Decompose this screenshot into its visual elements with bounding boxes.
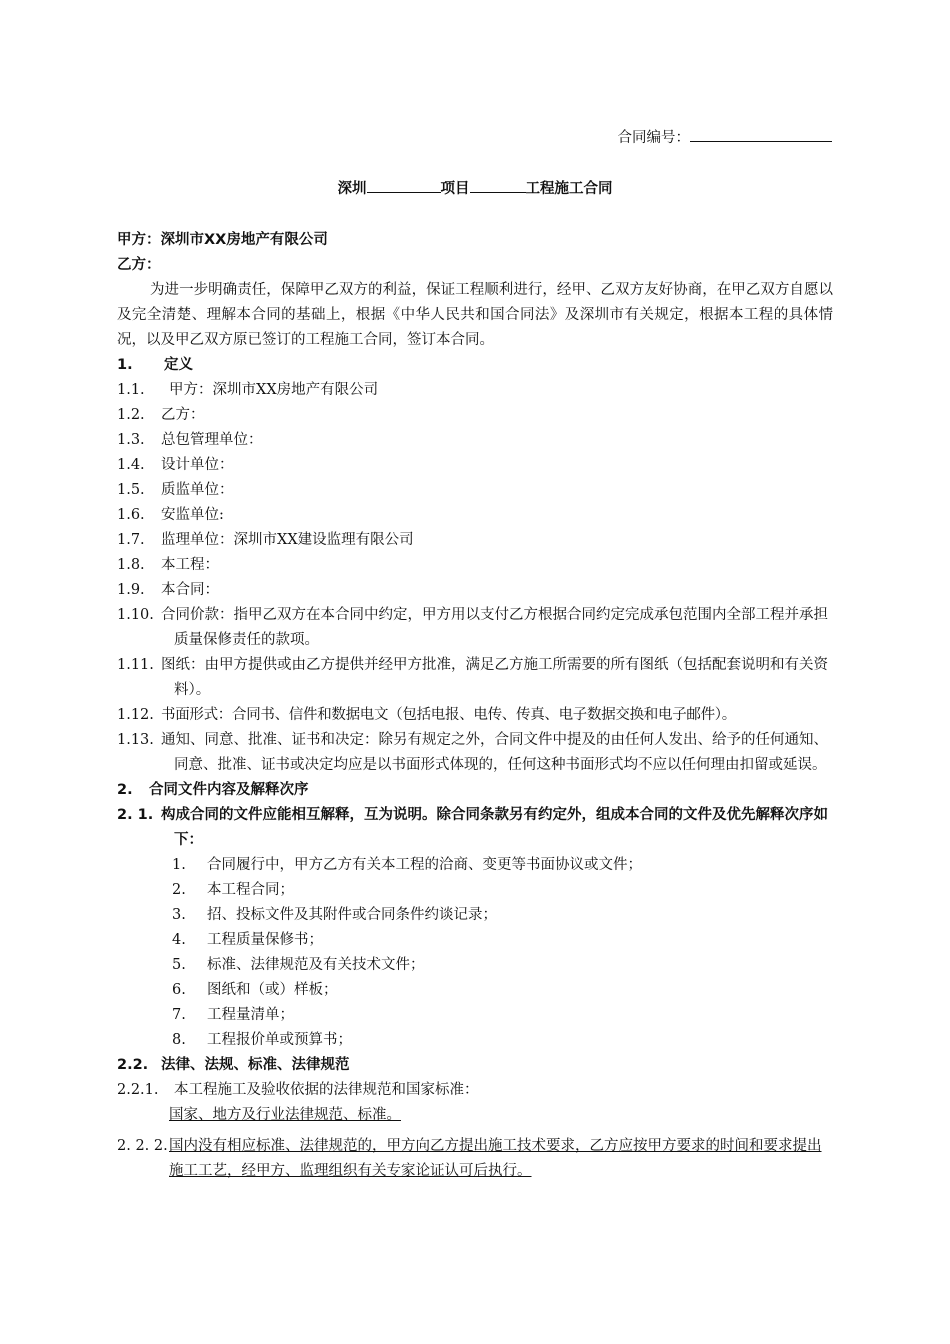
page-title: [0, 177, 950, 198]
clause-1-6: [117, 503, 833, 528]
list-number: 6.: [172, 982, 186, 998]
title-part-1: 深圳: [337, 181, 367, 197]
clause-text: 本工程：: [161, 557, 219, 573]
clause-text: 本工程施工及验收依据的法律规范和国家标准：: [174, 1082, 479, 1098]
clause-number: 2. 2. 2.: [117, 1138, 168, 1154]
clause-number: 2. 1.: [117, 807, 154, 823]
clause-text: 总包管理单位：: [161, 432, 263, 448]
clause-2-2-1-underlined: [117, 1103, 833, 1128]
clause-1-5: [117, 478, 833, 503]
clause-1-11: [117, 653, 833, 703]
section-1-title: 定义: [164, 357, 193, 373]
clause-text: 监理单位：深圳市XX建设监理有限公司: [161, 532, 414, 548]
priority-list-item: [117, 978, 833, 1003]
clause-1-12: [117, 703, 833, 728]
list-number: 8.: [172, 1032, 186, 1048]
section-1-number: 1.: [117, 357, 133, 373]
list-text: 本工程合同；: [207, 882, 294, 898]
clause-text: 设计单位：: [161, 457, 234, 473]
clause-number: 2.2.: [117, 1057, 149, 1073]
list-number: 4.: [172, 932, 186, 948]
contract-body: [117, 228, 833, 1184]
list-text: 合同履行中，甲方乙方有关本工程的洽商、变更等书面协议或文件；: [207, 857, 642, 873]
party-b: 乙方：: [117, 257, 161, 273]
clause-text: 图纸：由甲方提供或由乙方提供并经甲方批准，满足乙方施工所需要的所有图纸（包括配套说明和有关资料）。: [161, 657, 828, 698]
clause-1-13: [117, 728, 833, 778]
section-2-heading: [117, 778, 833, 803]
clause-1-9: [117, 578, 833, 603]
clause-1-7: [117, 528, 833, 553]
list-text: 工程质量保修书；: [207, 932, 323, 948]
clause-number: 1.9.: [117, 582, 145, 598]
clause-number: 1.5.: [117, 482, 145, 498]
clause-1-1: [117, 378, 833, 403]
clause-number: 1.6.: [117, 507, 145, 523]
clause-text: 合同价款：指甲乙双方在本合同中约定，甲方用以支付乙方根据合同约定完成承包范围内全部工程并承担质量保修责任的款项。: [161, 607, 828, 648]
clause-text: 通知、同意、批准、证书和决定：除另有规定之外，合同文件中提及的由任何人发出、给予的任何通知、同意、批准、证书或决定均应是以书面形式体现的，任何这种书面形式均不应以任何理由扣留或延误。: [161, 732, 828, 773]
clause-1-3: [117, 428, 833, 453]
clause-1-10: [117, 603, 833, 653]
priority-list-item: [117, 928, 833, 953]
section-2-number: 2.: [117, 782, 133, 798]
clause-text: 甲方：深圳市XX房地产有限公司: [169, 382, 379, 398]
clause-number: 1.12.: [117, 707, 154, 723]
clause-number: 1.8.: [117, 557, 145, 573]
clause-number: 1.3.: [117, 432, 145, 448]
title-blank-2: [470, 178, 526, 193]
clause-2-2-2: [117, 1134, 833, 1184]
list-number: 2.: [172, 882, 186, 898]
priority-list-item: [117, 853, 833, 878]
list-number: 3.: [172, 907, 186, 923]
clause-text: 乙方：: [161, 407, 205, 423]
list-number: 1.: [172, 857, 186, 873]
clause-text: 质监单位：: [161, 482, 234, 498]
section-1-heading: [117, 353, 833, 378]
title-part-3: 工程施工合同: [525, 181, 613, 197]
clause-1-2: [117, 403, 833, 428]
contract-number: [618, 126, 833, 147]
priority-list-item: [117, 1003, 833, 1028]
list-number: 5.: [172, 957, 186, 973]
clause-number: 1.11.: [117, 657, 154, 673]
clause-number: 1.7.: [117, 532, 145, 548]
contract-number-label: 合同编号：: [617, 130, 690, 146]
clause-number: 2.2.1.: [117, 1082, 159, 1098]
clause-number: 1.10.: [117, 607, 154, 623]
clause-2-1: [117, 803, 833, 853]
clause-number: 1.2.: [117, 407, 145, 423]
list-text: 工程量清单；: [207, 1007, 294, 1023]
clause-2-2-1: [117, 1078, 833, 1103]
clause-2-2-heading: [117, 1053, 833, 1078]
clause-text: 构成合同的文件应能相互解释，互为说明。除合同条款另有约定外，组成本合同的文件及优先解释次序如下：: [161, 807, 828, 848]
list-text: 图纸和（或）样板；: [207, 982, 338, 998]
priority-list-item: [117, 1028, 833, 1053]
list-text: 工程报价单或预算书；: [207, 1032, 352, 1048]
list-text: 标准、法律规范及有关技术文件；: [207, 957, 425, 973]
clause-number: 1.4.: [117, 457, 145, 473]
clause-title: 法律、法规、标准、法律规范: [161, 1057, 350, 1073]
clause-text: 国内没有相应标准、法律规范的，甲方向乙方提出施工技术要求，乙方应按甲方要求的时间和要求提出施工工艺，经甲方、监理组织有关专家论证认可后执行。: [169, 1138, 822, 1179]
intro-paragraph: 为进一步明确责任，保障甲乙双方的利益，保证工程顺利进行，经甲、乙双方友好协商，在甲乙双方自愿以及完全清楚、理解本合同的基础上，根据《中华人民共和国合同法》及深圳市有关规定，根据本工程的具体情况，以及甲乙双方原已签订的工程施工合同，签订本合同。: [117, 282, 833, 348]
clause-1-4: [117, 453, 833, 478]
title-part-2: 项目: [440, 181, 470, 197]
list-number: 7.: [172, 1007, 186, 1023]
clause-text: 安监单位:: [161, 507, 224, 523]
title-blank-1: [367, 178, 441, 193]
clause-text: 本合同：: [161, 582, 219, 598]
section-2-title: 合同文件内容及解释次序: [149, 782, 309, 798]
priority-list-item: [117, 878, 833, 903]
underlined-text: 国家、地方及行业法律规范、标准。: [169, 1107, 401, 1123]
clause-number: 1.13.: [117, 732, 154, 748]
clause-text: 书面形式：合同书、信件和数据电文（包括电报、电传、传真、电子数据交换和电子邮件）。: [161, 707, 736, 723]
party-a: 甲方：深圳市XX房地产有限公司: [117, 232, 328, 248]
clause-1-8: [117, 553, 833, 578]
clause-number: 1.1.: [117, 382, 145, 398]
priority-list-item: [117, 953, 833, 978]
list-text: 招、投标文件及其附件或合同条件约谈记录；: [207, 907, 497, 923]
contract-number-blank: [690, 127, 832, 142]
priority-list-item: [117, 903, 833, 928]
